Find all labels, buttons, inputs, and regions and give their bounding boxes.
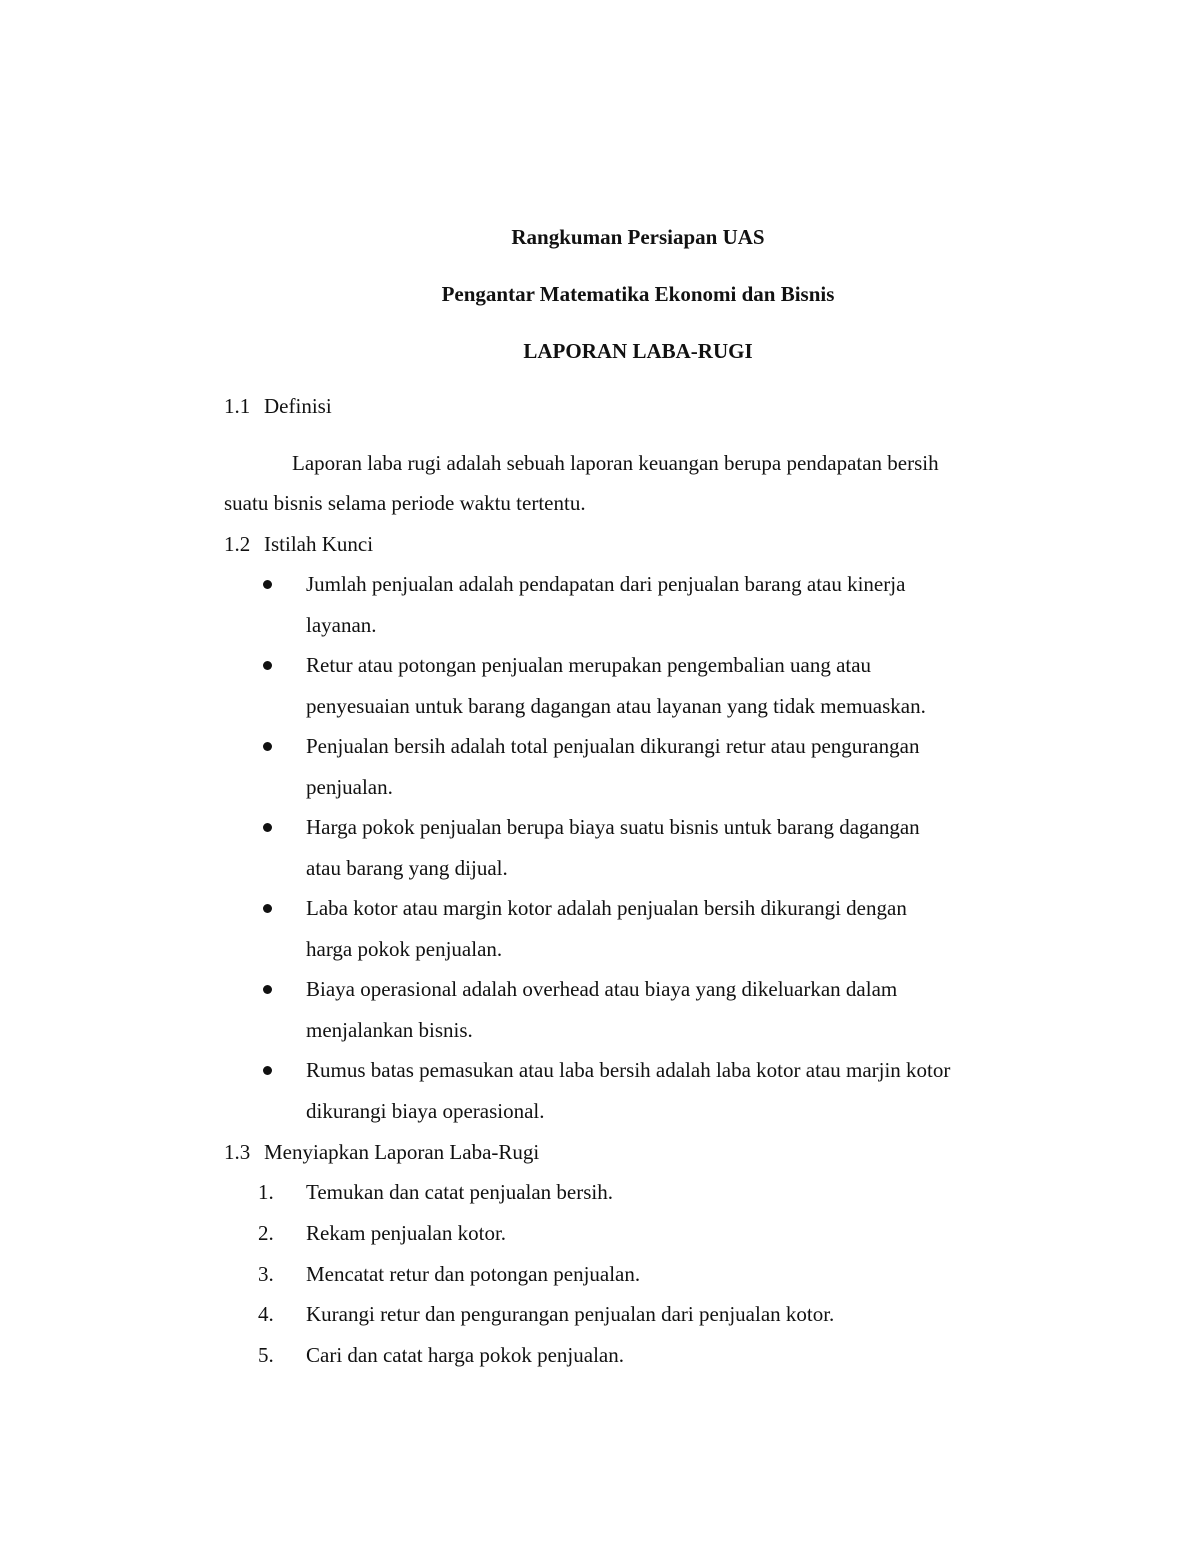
step-item xyxy=(258,1213,1038,1254)
list-item xyxy=(258,969,1038,1051)
step-text: Cari dan catat harga pokok penjualan. xyxy=(306,1343,624,1367)
document-heading: LAPORAN LABA-RUGI xyxy=(523,339,753,363)
definition-paragraph xyxy=(224,443,1034,523)
section-number: 1.3 xyxy=(224,1140,251,1164)
step-number: 3. xyxy=(258,1262,274,1286)
bullet-line: Penjualan bersih adalah total penjualan dikurangi retur atau pengurangan xyxy=(306,734,920,758)
bullet-icon xyxy=(263,1066,272,1075)
step-item xyxy=(258,1335,1038,1376)
bullet-line: Rumus batas pemasukan atau laba bersih adalah laba kotor atau marjin kotor xyxy=(306,1058,951,1082)
bullet-line: penyesuaian untuk barang dagangan atau layanan yang tidak memuaskan. xyxy=(306,694,926,718)
bullet-line: penjualan. xyxy=(306,775,393,799)
list-item xyxy=(258,1050,1038,1132)
step-text: Rekam penjualan kotor. xyxy=(306,1221,507,1245)
step-text: Mencatat retur dan potongan penjualan. xyxy=(306,1262,641,1286)
section-heading-menyiapkan xyxy=(224,1140,539,1165)
step-number: 5. xyxy=(258,1343,274,1367)
step-item xyxy=(258,1254,1038,1295)
list-item xyxy=(258,888,1038,970)
bullet-line: Retur atau potongan penjualan merupakan pengembalian uang atau xyxy=(306,653,872,677)
bullet-line: atau barang yang dijual. xyxy=(306,856,508,880)
list-item xyxy=(258,564,1038,646)
paragraph-line: suatu bisnis selama periode waktu tertentu. xyxy=(224,491,586,515)
list-item xyxy=(258,726,1038,808)
bullet-line: Laba kotor atau margin kotor adalah penjualan bersih dikurangi dengan xyxy=(306,896,907,920)
bullet-line: harga pokok penjualan. xyxy=(306,937,503,961)
bullet-icon xyxy=(263,904,272,913)
section-heading-definisi xyxy=(224,394,332,419)
section-heading-istilah-kunci xyxy=(224,532,373,557)
bullet-icon xyxy=(263,580,272,589)
bullet-line: Biaya operasional adalah overhead atau biaya yang dikeluarkan dalam xyxy=(306,977,898,1001)
list-item xyxy=(258,807,1038,889)
list-item xyxy=(258,645,1038,727)
step-item xyxy=(258,1172,1038,1213)
bullet-line: dikurangi biaya operasional. xyxy=(306,1099,545,1123)
bullet-line: layanan. xyxy=(306,613,377,637)
bullet-line: Harga pokok penjualan berupa biaya suatu bisnis untuk barang dagangan xyxy=(306,815,920,839)
bullet-line: menjalankan bisnis. xyxy=(306,1018,473,1042)
document-subtitle: Pengantar Matematika Ekonomi dan Bisnis xyxy=(441,282,835,306)
bullet-icon xyxy=(263,985,272,994)
section-title: Menyiapkan Laporan Laba-Rugi xyxy=(264,1140,540,1164)
section-title: Definisi xyxy=(264,394,332,418)
step-text: Kurangi retur dan pengurangan penjualan dari penjualan kotor. xyxy=(306,1302,835,1326)
bullet-icon xyxy=(263,823,272,832)
step-text: Temukan dan catat penjualan bersih. xyxy=(306,1180,613,1204)
document-title: Rangkuman Persiapan UAS xyxy=(511,225,765,249)
section-number: 1.1 xyxy=(224,394,251,418)
bullet-icon xyxy=(263,742,272,751)
section-number: 1.2 xyxy=(224,532,251,556)
step-number: 1. xyxy=(258,1180,274,1204)
step-item xyxy=(258,1294,1038,1335)
paragraph-line: Laporan laba rugi adalah sebuah laporan keuangan berupa pendapatan bersih xyxy=(292,451,939,475)
bullet-line: Jumlah penjualan adalah pendapatan dari penjualan barang atau kinerja xyxy=(306,572,906,596)
step-number: 2. xyxy=(258,1221,274,1245)
bullet-icon xyxy=(263,661,272,670)
section-title: Istilah Kunci xyxy=(264,532,374,556)
step-number: 4. xyxy=(258,1302,274,1326)
